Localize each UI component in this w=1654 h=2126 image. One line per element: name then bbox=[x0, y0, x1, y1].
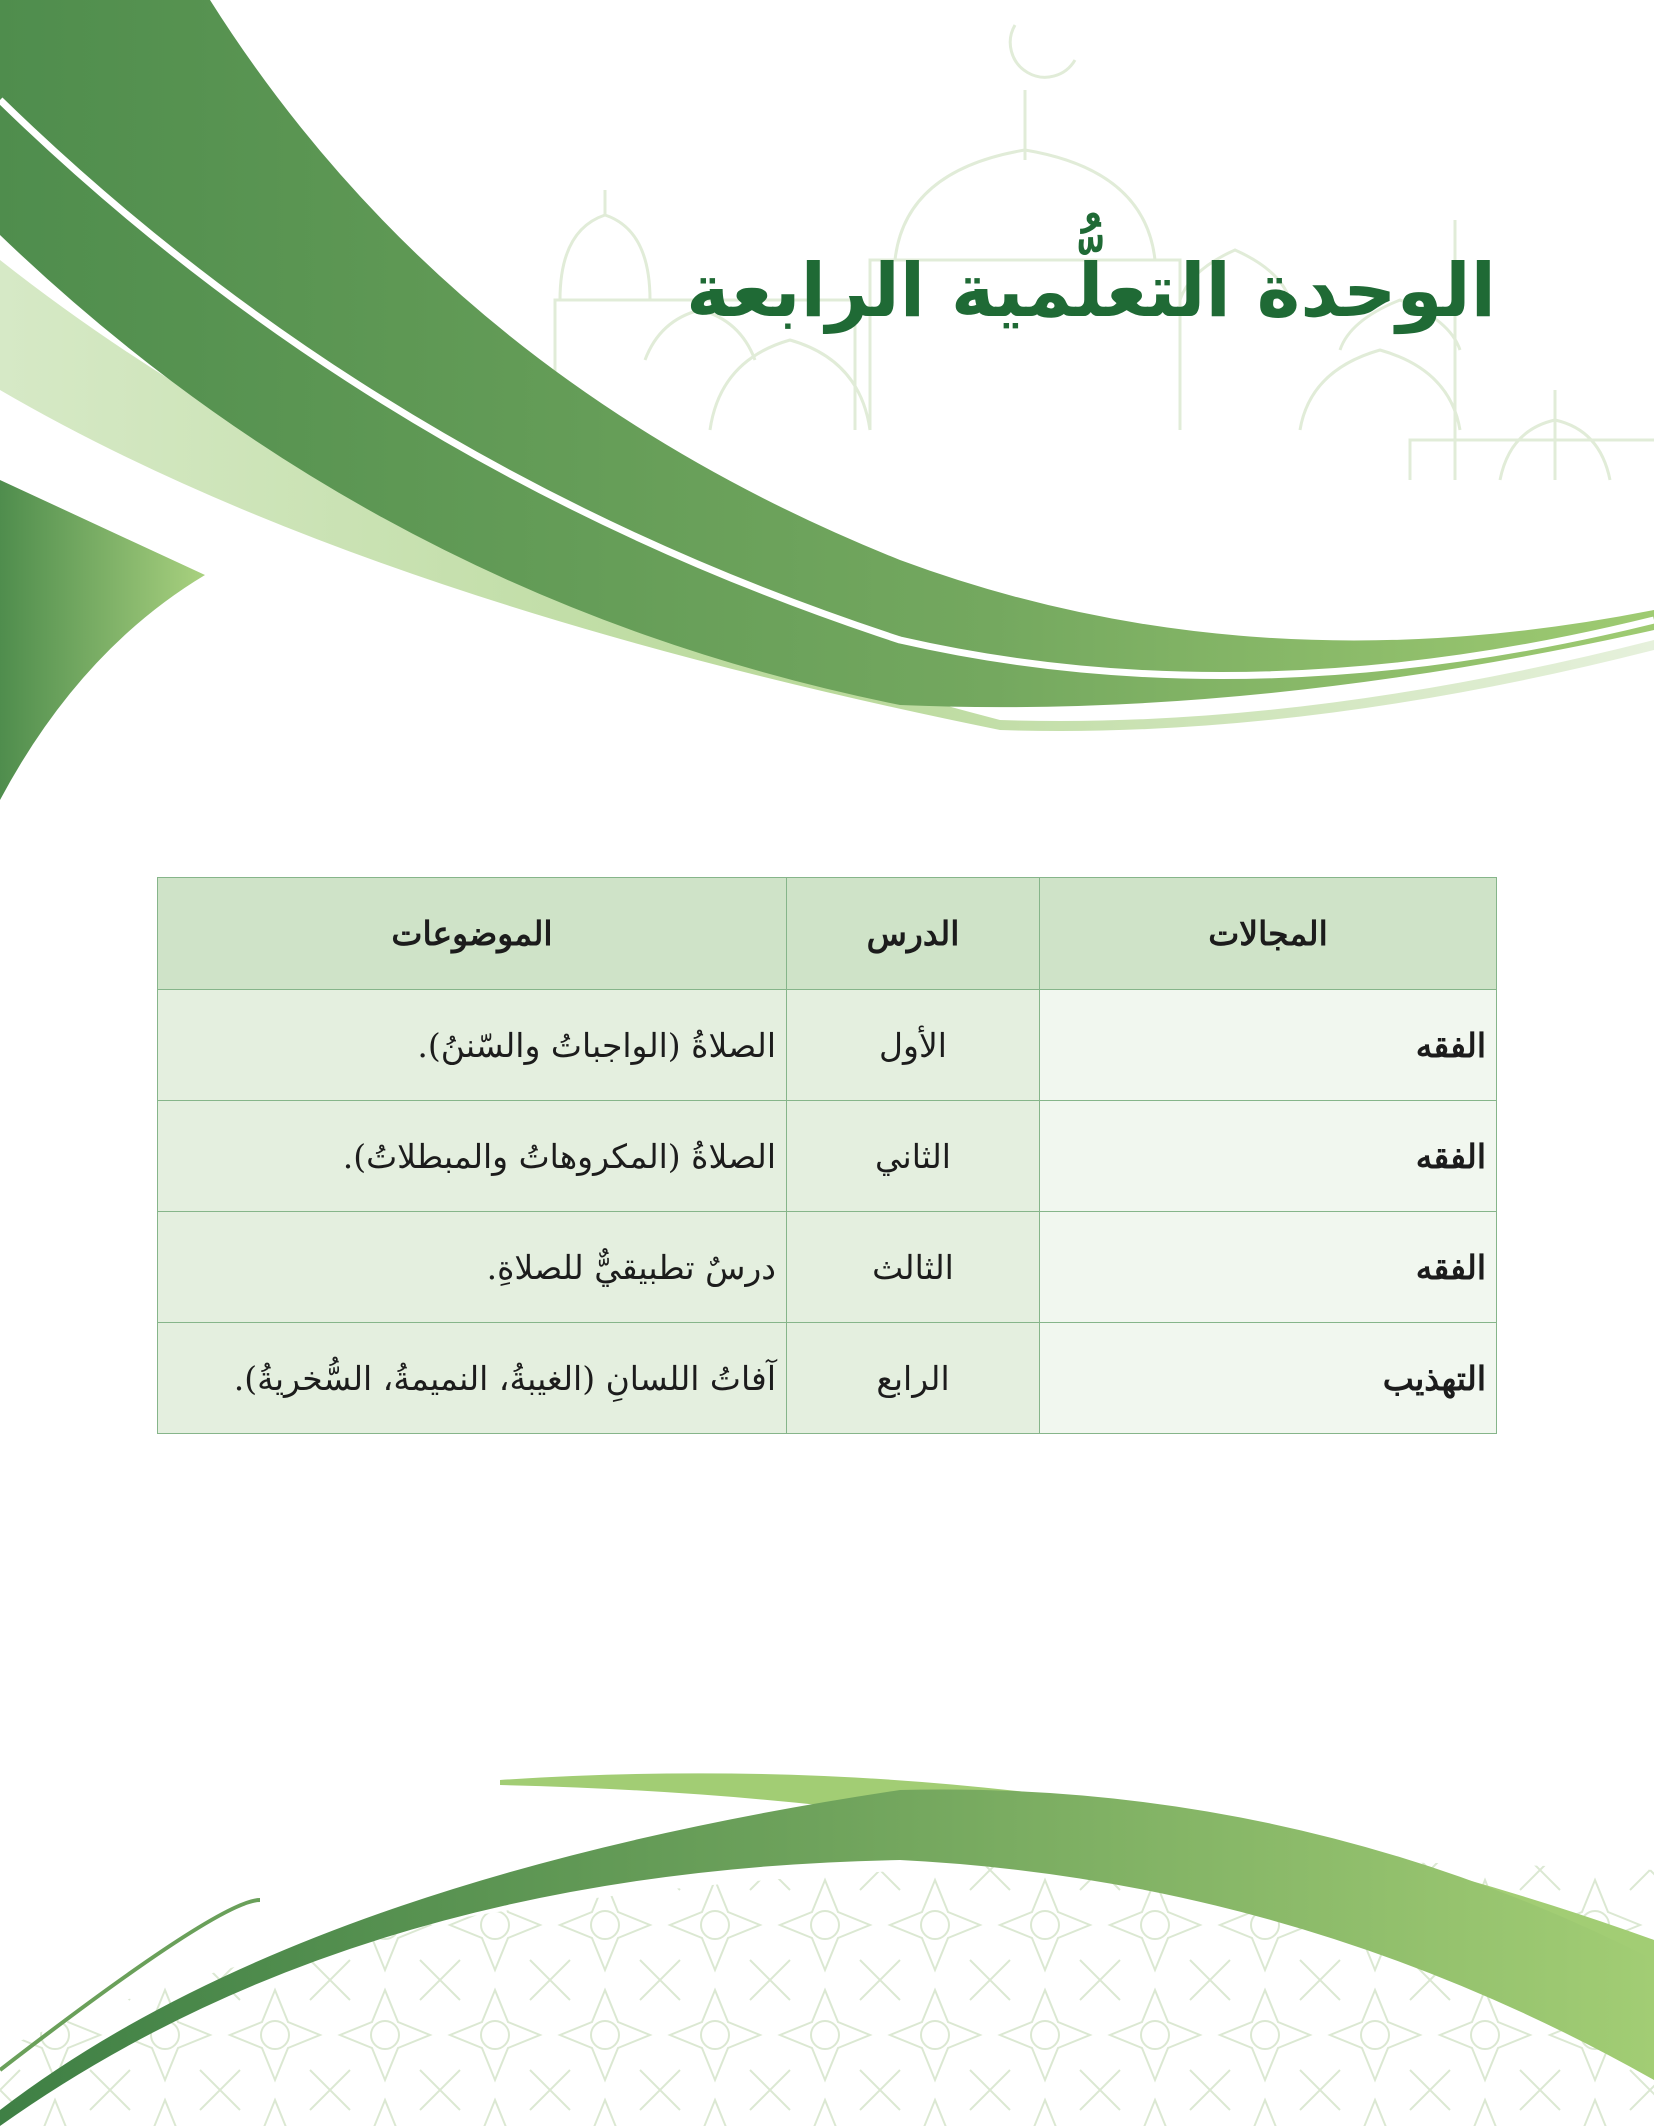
topic-cell: الصلاةُ (المكروهاتُ والمبطلاتُ). bbox=[158, 1101, 787, 1212]
table-row bbox=[158, 1101, 1497, 1212]
field-cell: الفقه bbox=[1040, 1212, 1497, 1323]
field-cell: التهذيب bbox=[1040, 1323, 1497, 1434]
lesson-cell: الثالث bbox=[787, 1212, 1040, 1323]
field-cell: الفقه bbox=[1040, 1101, 1497, 1212]
topic-cell: آفاتُ اللسانِ (الغيبةُ، النميمةُ، السُّخريةُ). bbox=[158, 1323, 787, 1434]
table-row bbox=[158, 990, 1497, 1101]
field-cell: الفقه bbox=[1040, 990, 1497, 1101]
topic-cell: الصلاةُ (الواجباتُ والسّننُ). bbox=[158, 990, 787, 1101]
top-dark-band bbox=[0, 0, 1654, 707]
unit-title: الوحدة التعلُّمية الرابعة bbox=[686, 248, 1496, 334]
table-row bbox=[158, 1323, 1497, 1434]
header-fields: المجالات bbox=[1040, 878, 1497, 990]
topic-cell: درسٌ تطبيقيٌّ للصلاةِ. bbox=[158, 1212, 787, 1323]
table-header-row bbox=[158, 878, 1497, 990]
lesson-cell: الثاني bbox=[787, 1101, 1040, 1212]
header-lesson: الدرس bbox=[787, 878, 1040, 990]
curriculum-table bbox=[157, 877, 1497, 1434]
corner-wedge bbox=[0, 480, 205, 800]
lesson-cell: الأول bbox=[787, 990, 1040, 1101]
lesson-cell: الرابع bbox=[787, 1323, 1040, 1434]
table-row bbox=[158, 1212, 1497, 1323]
header-topics: الموضوعات bbox=[158, 878, 787, 990]
